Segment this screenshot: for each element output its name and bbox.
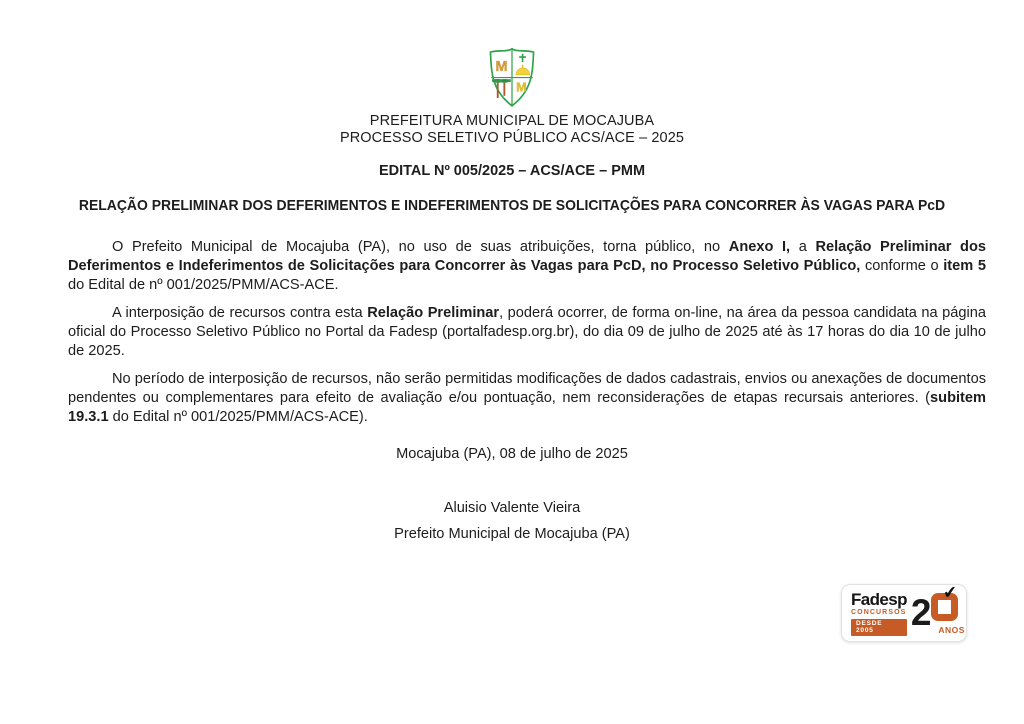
crest-letter-m-right: M bbox=[516, 79, 527, 95]
paragraph-3: No período de interposição de recursos, não serão permitidas modificações de dados cadastrais, envios ou anexações de documentos pendentes ou complementares para efeito de avaliação e/ou pontuação, nem reconsiderações de etapas recursais anteriores. (subitem 19.3.1 do Edital nº 001/2025/PMM/ACS-ACE). bbox=[68, 371, 986, 425]
fadesp-since-badge: DESDE 2005 bbox=[851, 619, 907, 636]
paragraph-1: O Prefeito Municipal de Mocajuba (PA), no uso de suas atribuições, torna público, no Anexo I, a Relação Preliminar dos Deferimentos e Indeferimentos de Solicitações para Concorrer às Vagas para PcD, no Processo Seletivo Público, conforme o item 5 do Edital de nº 001/2025/PMM/ACS-ACE. bbox=[68, 239, 986, 293]
fadesp-number-2: 2 bbox=[910, 592, 931, 633]
header-block bbox=[0, 113, 1024, 146]
paragraph-2: A interposição de recursos contra esta Relação Preliminar, poderá ocorrer, de forma on-line, na área da pessoa candidata na página oficial do Processo Seletivo Público no Portal da Fadesp (portalfadesp.org.br), do dia 09 de julho de 2025 até às 17 horas do dia 10 de julho de 2025. bbox=[68, 305, 986, 359]
fadesp-logo bbox=[841, 584, 967, 642]
org-name-line: PREFEITURA MUNICIPAL DE MOCAJUBA bbox=[369, 113, 655, 129]
signature-role: Prefeito Municipal de Mocajuba (PA) bbox=[394, 526, 630, 542]
fadesp-logo-text-block bbox=[851, 591, 907, 636]
fadesp-20-anos-icon bbox=[910, 582, 965, 636]
fadesp-brand-name: Fadesp bbox=[851, 589, 907, 609]
document-title: RELAÇÃO PRELIMINAR DOS DEFERIMENTOS E INDEFERIMENTOS DE SOLICITAÇÕES PARA CONCORRER ÀS VAGAS PARA PcD bbox=[78, 197, 946, 214]
document-body bbox=[68, 238, 986, 436]
edital-number-line: EDITAL Nº 005/2025 – ACS/ACE – PMM bbox=[378, 163, 646, 179]
date-place-line: Mocajuba (PA), 08 de julho de 2025 bbox=[396, 446, 628, 462]
fadesp-subtitle: CONCURSOS bbox=[851, 608, 907, 616]
fadesp-checkmark-icon: ✔ bbox=[941, 582, 959, 603]
municipal-crest-icon bbox=[484, 46, 540, 108]
crest-letter-m-left: M bbox=[495, 58, 508, 75]
signature-name: Aluisio Valente Vieira bbox=[443, 500, 581, 516]
fadesp-anos-label: ANOS bbox=[938, 625, 965, 635]
process-name-line: PROCESSO SELETIVO PÚBLICO ACS/ACE – 2025 bbox=[339, 129, 685, 146]
